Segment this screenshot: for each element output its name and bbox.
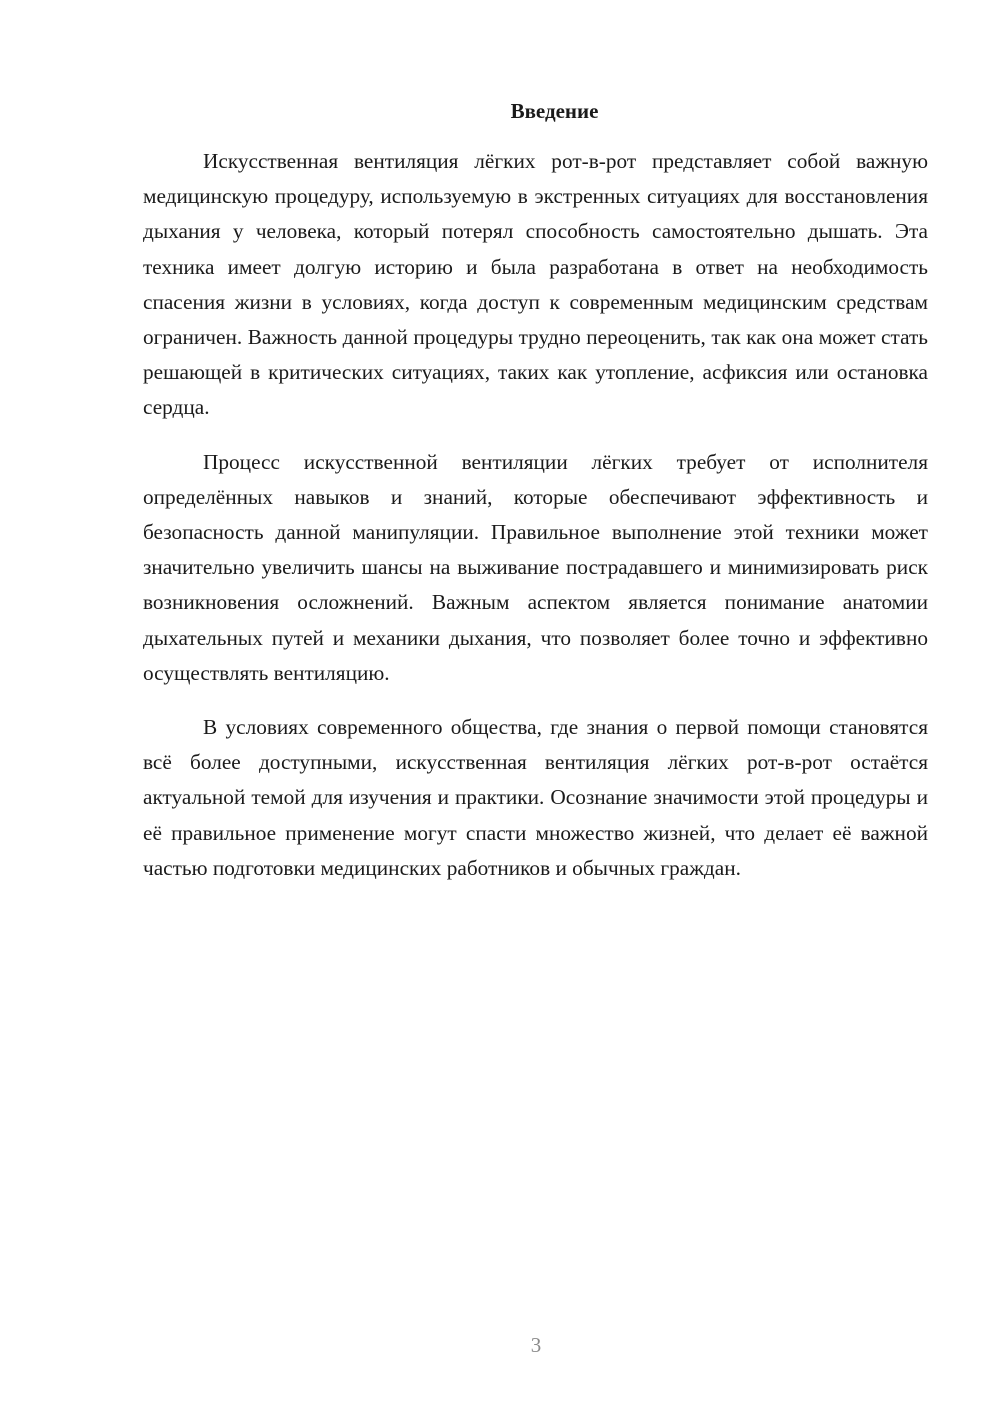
paragraph-2: Процесс искусственной вентиляции лёгких требует от исполнителя определённых навыков и знаний, которые обеспечивают эффективность и безопасность данной манипуляции. Правильное выполнение этой техники может значительно увеличить шансы на выживание пострадавшего и минимизировать риск возникновения осложнений. Важным аспектом является понимание анатомии дыхательных путей и механики дыхания, что позволяет более точно и эффективно осуществлять вентиляцию.: [143, 449, 928, 685]
paragraph-3: В условиях современного общества, где знания о первой помощи становятся всё более доступными, искусственная вентиляция лёгких рот-в-рот остаётся актуальной темой для изучения и практики. Осознание значимости этой процедуры и её правильное применение могут спасти множество жизней, что делает её важной частью подготовки медицинских работников и обычных граждан.: [143, 715, 928, 880]
page-number: 3: [530, 1333, 542, 1357]
page-content: [143, 94, 928, 905]
paragraph-1: Искусственная вентиляция лёгких рот-в-рот представляет собой важную медицинскую процедуру, используемую в экстренных ситуациях для восстановления дыхания у человека, который потерял способность самостоятельно дышать. Эта техника имеет долгую историю и была разработана в ответ на необходимость спасения жизни в условиях, когда доступ к современным медицинским средствам ограничен. Важность данной процедуры трудно переоценить, так как она может стать решающей в критических ситуациях, таких как утопление, асфиксия или остановка сердца.: [143, 149, 928, 420]
section-heading: Введение: [510, 99, 599, 123]
